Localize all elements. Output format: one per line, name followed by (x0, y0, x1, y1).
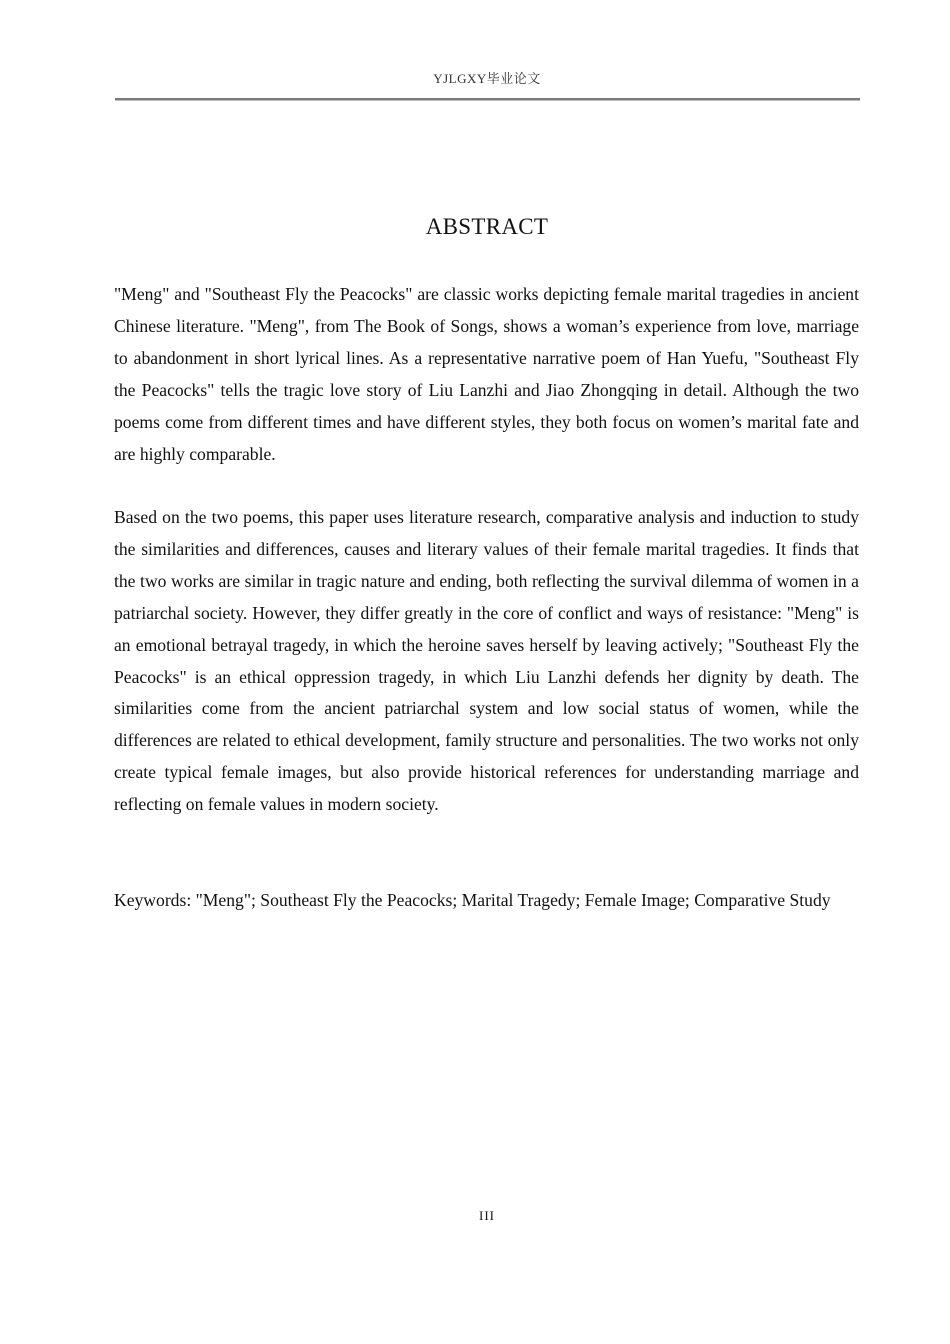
keywords-line: Keywords: "Meng"; Southeast Fly the Peacocks; Marital Tragedy; Female Image; Comparative Study (114, 890, 831, 910)
abstract-paragraph-1: "Meng" and "Southeast Fly the Peacocks" are classic works depicting female marital tragedies in ancient Chinese literature. "Meng", from The Book of Songs, shows a woman’s experience from love, marriage to abandonment in short lyrical lines. As a representative narrative poem of Han Yuefu, "Southeast Fly the Peacocks" tells the tragic love story of Liu Lanzhi and Jiao Zhongqing in detail. Although the two poems come from different times and have different styles, they both focus on women’s marital fate and are highly comparable. (114, 284, 859, 464)
header-rule (115, 98, 860, 101)
abstract-paragraph-2: Based on the two poems, this paper uses literature research, comparative analysis and induction to study the similarities and differences, causes and literary values of their female marital tragedies. It finds that the two works are similar in tragic nature and ending, both reflecting the survival dilemma of women in a patriarchal society. However, they differ greatly in the core of conflict and ways of resistance: "Meng" is an emotional betrayal tragedy, in which the heroine saves herself by leaving actively; "Southeast Fly the Peacocks" is an ethical oppression tragedy, in which Liu Lanzhi defends her dignity by death. The similarities come from the ancient patriarchal system and low social status of women, while the differences are related to ethical development, family structure and personalities. The two works not only create typical female images, but also provide historical references for understanding marriage and reflecting on female values in modern society. (114, 507, 859, 815)
page-number: III (479, 1208, 495, 1223)
abstract-title: ABSTRACT (425, 214, 549, 239)
running-header: YJLGXY毕业论文 (433, 71, 541, 86)
